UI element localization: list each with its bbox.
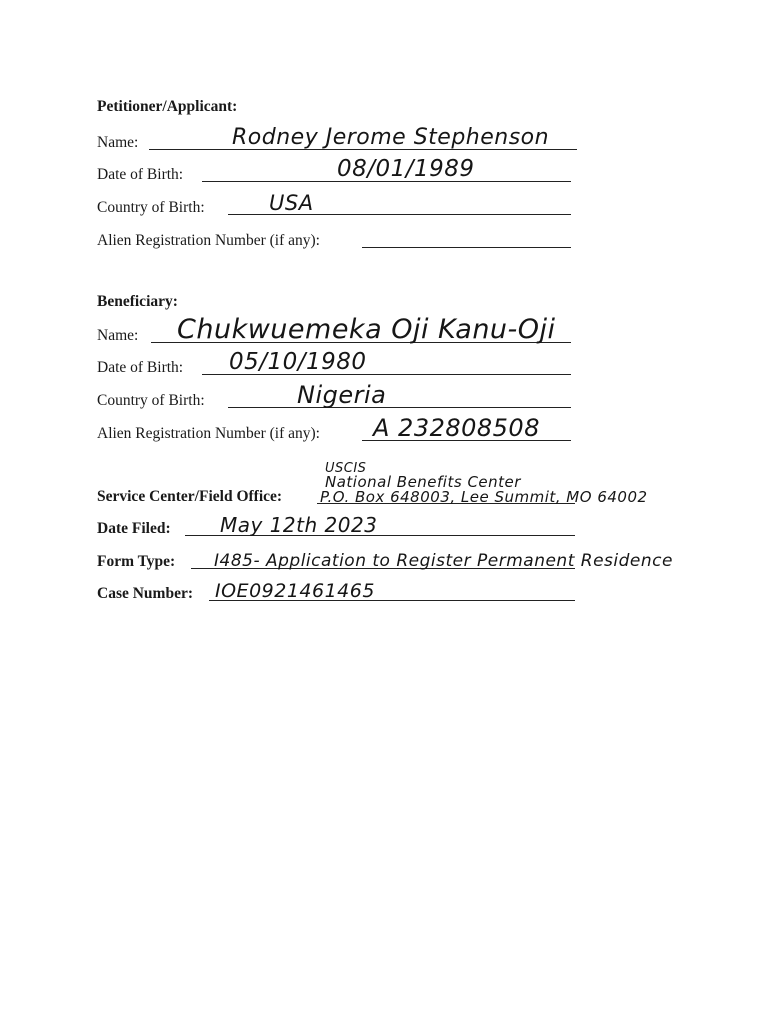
petitioner-country-value: USA	[269, 191, 314, 215]
beneficiary-dob-value: 05/10/1980	[229, 349, 367, 375]
form-type-label: Form Type:	[97, 553, 176, 570]
date-filed-label: Date Filed:	[97, 520, 171, 537]
beneficiary-dob-row	[97, 349, 571, 379]
date-filed-value: May 12th 2023	[220, 513, 378, 537]
petitioner-name-label: Name:	[97, 134, 139, 151]
beneficiary-country-row	[97, 381, 571, 412]
beneficiary-country-value: Nigeria	[297, 381, 387, 409]
case-number-label: Case Number:	[97, 585, 193, 602]
date-filed-row	[97, 513, 575, 540]
form-type-value: I485- Application to Register Permanent Residence	[214, 551, 673, 571]
beneficiary-alien-value: A 232808508	[373, 414, 540, 442]
beneficiary-name-label: Name:	[97, 327, 139, 344]
service-center-value-line1: USCIS	[325, 461, 367, 476]
beneficiary-heading: Beneficiary:	[97, 293, 178, 310]
form-type-row	[97, 549, 673, 573]
beneficiary-dob-label: Date of Birth:	[97, 359, 184, 376]
petitioner-country-label: Country of Birth:	[97, 199, 205, 216]
service-center-value-line3: P.O. Box 648003, Lee Summit, MO 64002	[320, 488, 648, 506]
case-number-value: IOE0921461465	[215, 580, 375, 602]
service-center-row	[97, 461, 648, 508]
petitioner-dob-label: Date of Birth:	[97, 166, 184, 183]
service-center-label: Service Center/Field Office:	[97, 488, 283, 505]
beneficiary-country-label: Country of Birth:	[97, 392, 205, 409]
petitioner-alien-label: Alien Registration Number (if any):	[97, 232, 320, 249]
petitioner-dob-row	[97, 156, 571, 186]
petitioner-name-value: Rodney Jerome Stephenson	[232, 125, 550, 150]
beneficiary-name-row	[97, 314, 571, 347]
beneficiary-alien-row	[97, 414, 571, 445]
beneficiary-country-line	[228, 407, 571, 408]
petitioner-alien-row	[97, 228, 571, 252]
service-center-value-line2: National Benefits Center	[325, 473, 521, 491]
beneficiary-name-value: Chukwuemeka Oji Kanu-Oji	[177, 314, 556, 345]
beneficiary-alien-label: Alien Registration Number (if any):	[97, 425, 320, 442]
petitioner-alien-line	[362, 247, 571, 248]
petitioner-heading: Petitioner/Applicant:	[97, 98, 238, 115]
petitioner-country-row	[97, 191, 571, 219]
petitioner-dob-value: 08/01/1989	[337, 156, 475, 182]
case-number-row	[97, 581, 575, 605]
petitioner-name-row	[97, 125, 577, 154]
